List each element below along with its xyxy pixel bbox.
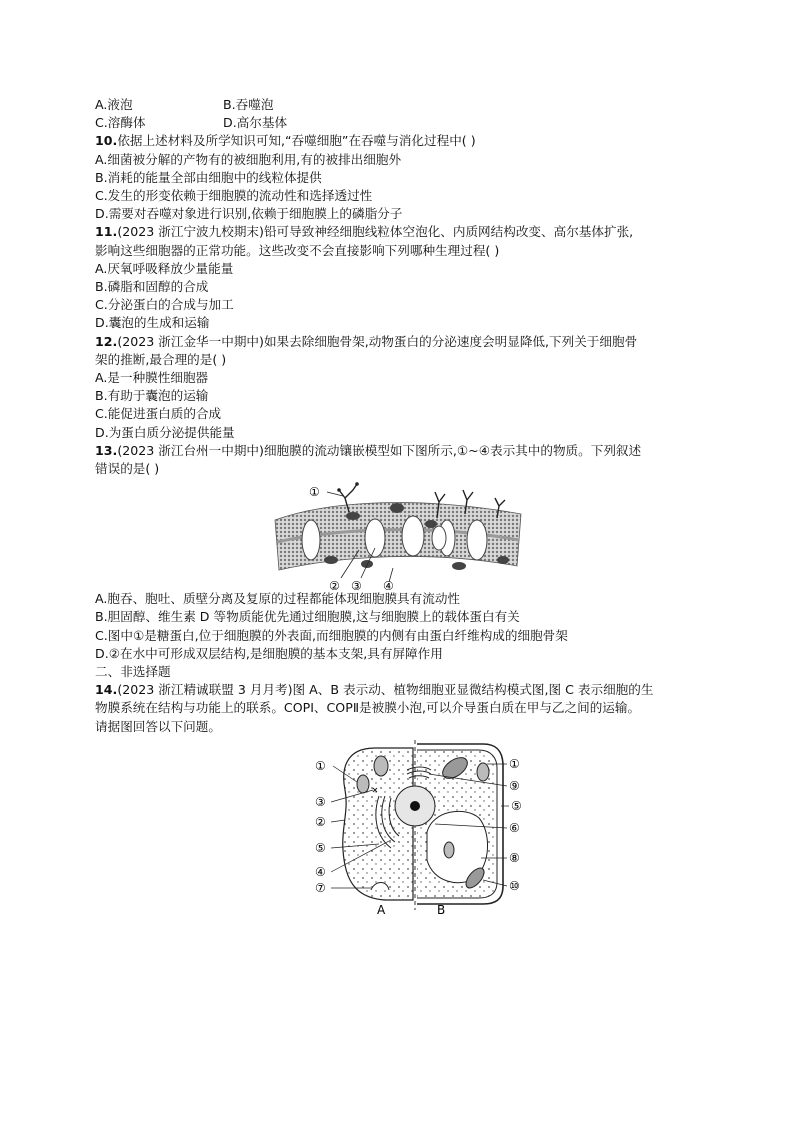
q9-option-d: D.高尔基体 [223,115,288,131]
q11-stem-line2: 影响这些细胞器的正常功能。这些改变不会直接影响下列哪种生理过程( ) [95,242,500,258]
cell-figure [315,740,525,916]
cell-label-left-7: ⑦ [315,880,326,895]
q9-option-c: C.溶酶体 [95,115,146,131]
q12-option-a: A.是一种膜性细胞器 [95,370,209,386]
q10-stem [95,132,715,150]
cell-caption-b: B [437,902,446,916]
q13-stem [95,442,715,460]
q12-stem-line2: 架的推断,最合理的是( ) [95,351,227,367]
q13-number: 13. [95,442,118,458]
cell-caption-a: A [377,902,386,916]
cell-label-left-4: ④ [315,864,326,879]
membrane-label-3: ③ [351,579,362,591]
membrane-label-2: ② [329,579,340,591]
cell-label-left-1: ① [315,758,326,773]
q10-option-c: C.发生的形变依赖于细胞膜的流动性和选择透过性 [95,188,373,204]
cell-label-right-1: ① [509,756,520,771]
q12-stem-line1: (2023 浙江金华一中期中)如果去除细胞骨架,动物蛋白的分泌速度会明显降低,下列关于细胞骨 [117,333,638,349]
q13-stem-line2: 错误的是( ) [95,461,160,477]
q12-option-b: B.有助于囊泡的运输 [95,388,209,404]
q13-option-b: B.胆固醇、维生素 D 等物质能优先通过细胞膜,这与细胞膜上的载体蛋白有关 [95,609,520,625]
q10-option-d: D.需要对吞噬对象进行识别,依赖于细胞膜上的磷脂分子 [95,206,403,222]
q9-options-row1 [95,96,715,114]
q12-number: 12. [95,333,118,349]
cell-label-right-8: ⑧ [509,850,520,865]
q13-stem-line1: (2023 浙江台州一中期中)细胞膜的流动镶嵌模型如下图所示,①~④表示其中的物质。下列叙述 [117,442,642,458]
q14-stem [95,681,715,699]
q13-option-a: A.胞吞、胞吐、质壁分离及复原的过程都能体现细胞膜具有流动性 [95,591,461,607]
cell-label-right-5: ⑤ [511,798,522,813]
cell-label-left-3: ③ [315,794,326,809]
q12-option-c: C.能促进蛋白质的合成 [95,406,222,422]
section-heading: 二、非选择题 [95,664,171,680]
membrane-figure [271,478,526,590]
q14-number: 14. [95,682,118,698]
q10-option-a: A.细菌被分解的产物有的被细胞利用,有的被排出细胞外 [95,151,402,167]
q10-option-b: B.消耗的能量全部由细胞中的线粒体提供 [95,169,322,185]
membrane-label-4: ④ [383,579,394,591]
q14-stem-line1: (2023 浙江精诚联盟 3 月月考)图 A、B 表示动、植物细胞亚显微结构模式图,图 C 表示细胞的生 [117,682,654,698]
q13-option-d: D.②在水中可形成双层结构,是细胞膜的基本支架,具有屏障作用 [95,645,443,661]
q11-stem-line1: (2023 浙江宁波九校期末)铅可导致神经细胞线粒体空泡化、内质网结构改变、高尔基体扩张, [117,224,634,240]
q11-stem [95,223,715,241]
q14-stem-line2: 物膜系统在结构与功能上的联系。COPⅠ、COPⅡ是被膜小泡,可以介导蛋白质在甲与乙之间的运输。 [95,700,641,716]
cell-label-right-6: ⑥ [509,820,520,835]
q11-option-a: A.厌氧呼吸释放少量能量 [95,260,234,276]
q11-option-d: D.囊泡的生成和运输 [95,315,210,331]
q12-stem [95,333,715,351]
page-content [95,96,715,916]
q12-option-d: D.为蛋白质分泌提供能量 [95,424,235,440]
q14-stem-line3: 请据图回答以下问题。 [95,718,221,734]
q9-option-b: B.吞噬泡 [223,97,274,112]
q11-number: 11. [95,224,118,240]
cell-label-left-2: ② [315,814,326,829]
q11-option-b: B.磷脂和固醇的合成 [95,279,209,295]
q9-option-a: A.液泡 [95,97,133,112]
q10-stem-text: 依据上述材料及所学知识可知,“吞噬细胞”在吞噬与消化过程中( ) [117,133,476,149]
q11-option-c: C.分泌蛋白的合成与加工 [95,297,234,313]
cell-label-left-5: ⑤ [315,840,326,855]
q10-number: 10. [95,133,118,149]
q9-options-row2 [95,114,715,132]
cell-label-right-9: ⑨ [509,778,520,793]
membrane-label-1: ① [309,485,320,500]
q13-option-c: C.图中①是糖蛋白,位于细胞膜的外表面,而细胞膜的内侧有由蛋白纤维构成的细胞骨架 [95,627,568,643]
cell-label-right-10: ⑩ [509,878,520,893]
